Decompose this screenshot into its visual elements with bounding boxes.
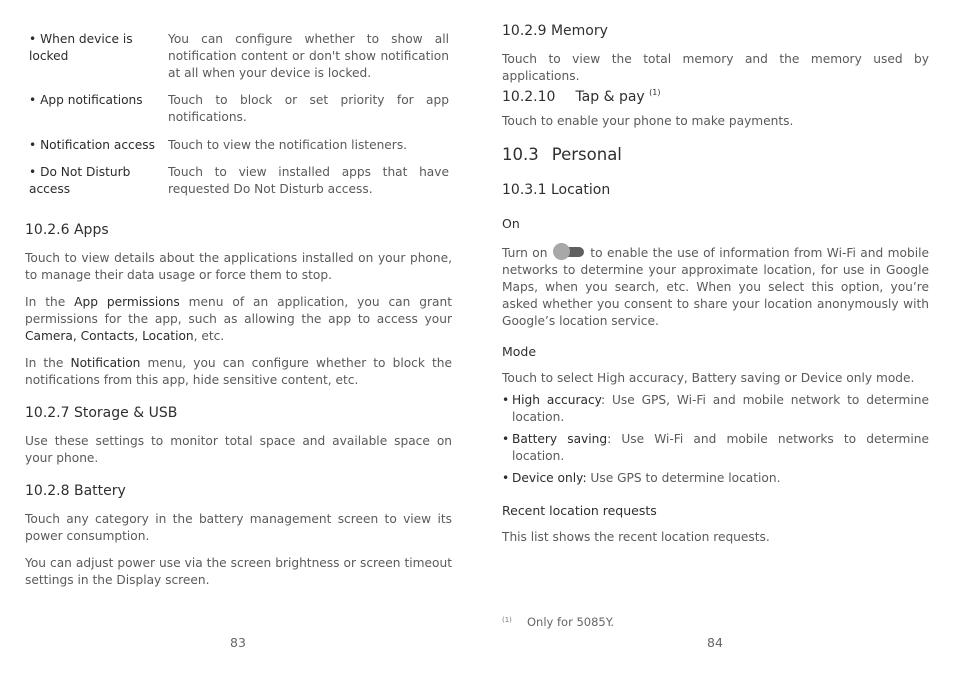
apps-p3-post: menu, you can configure whether to block the notifications from this app, hide sensitive content, etc. (25, 356, 452, 387)
footnote-text: Only for 5085Y. (527, 615, 615, 629)
heading-battery: 10.2.8 Battery (25, 483, 126, 499)
page-number-right: 84 (707, 635, 723, 650)
heading-on: On (502, 216, 520, 231)
def-desc-dnd-access: Touch to view installed apps that have requested Do Not Disturb access. (168, 165, 449, 196)
storage-paragraph-1: Use these settings to monitor total space and available space on your phone. (25, 434, 452, 465)
mode-bullet-high-accuracy: • High accuracy: Use GPS, Wi-Fi and mobile network to determine location. (502, 393, 929, 424)
tap-pay-number: 10.2.10 (502, 89, 556, 105)
apps-p2-bold-permissions: App permissions (74, 295, 180, 309)
def-term-app-notifications: • App notifications (29, 93, 143, 107)
battery-paragraph-1: Touch any category in the battery management screen to view its power consumption. (25, 512, 452, 543)
on-text-post: to enable the use of information from Wi-Fi and mobile networks to determine your approximate location, for use in Google Maps, when you search, etc. When you select this option, you’re asked whether you consent to share your location anonymously with Google’s location service. (502, 246, 929, 328)
on-text-pre: Turn on (502, 246, 552, 260)
bullet-bold-battery-saving: Battery saving (512, 432, 608, 446)
mode-bullet-device-only: • Device only: Use GPS to determine location. (502, 471, 781, 485)
heading-personal (502, 145, 622, 165)
apps-p2-post: , etc. (193, 329, 225, 343)
def-desc-notification-access: Touch to view the notification listeners. (168, 138, 408, 152)
heading-tap-pay (502, 84, 661, 106)
heading-storage: 10.2.7 Storage & USB (25, 405, 178, 421)
personal-number: 10.3 (502, 145, 539, 164)
personal-title: Personal (551, 145, 622, 164)
apps-p2-pre: In the (25, 295, 75, 309)
apps-p2-bold-camera: Camera, Contacts, Location (25, 329, 194, 343)
bullet-bold-high-accuracy: High accuracy (512, 393, 601, 407)
bullet-rest-high-accuracy: : Use GPS, Wi-Fi and mobile network to determine location. (512, 393, 929, 424)
tap-pay-paragraph-1: Touch to enable your phone to make payments. (502, 114, 794, 128)
mode-bullet-battery-saving: • Battery saving: Use Wi-Fi and mobile networks to determine location. (502, 432, 930, 463)
mode-intro: Touch to select High accuracy, Battery saving or Device only mode. (502, 371, 915, 385)
heading-memory: 10.2.9 Memory (502, 23, 608, 39)
tap-pay-title: Tap & pay (575, 89, 645, 105)
location-toggle-icon (553, 243, 585, 260)
battery-paragraph-2: You can adjust power use via the screen brightness or screen timeout settings in the Display screen. (25, 556, 452, 587)
apps-p3-bold-notification: Notification (70, 356, 141, 370)
def-term-notification-access: • Notification access (29, 138, 155, 152)
heading-recent-requests: Recent location requests (502, 503, 657, 518)
bullet-rest-battery-saving: : Use Wi-Fi and mobile networks to determine location. (512, 432, 930, 463)
apps-paragraph-3 (25, 355, 452, 389)
apps-paragraph-1: Touch to view details about the applications installed on your phone, to manage their data usage or force them to stop. (25, 251, 452, 282)
bullet-bold-device-only: Device only: (512, 471, 587, 485)
def-desc-locked: You can configure whether to show all notification content or don't show notification at all when your device is locked. (168, 32, 449, 80)
footnote-mark: (1) (502, 616, 512, 624)
page-number-left: 83 (230, 635, 246, 650)
bullet-rest-device-only: Use GPS to determine location. (586, 471, 781, 485)
apps-p3-pre: In the (25, 356, 71, 370)
right-page (477, 0, 954, 678)
def-term-dnd-access: • Do Not Disturb access (29, 165, 131, 196)
apps-paragraph-2 (25, 294, 452, 345)
memory-paragraph-1: Touch to view the total memory and the memory used by applications. (502, 52, 929, 83)
def-desc-app-notifications: Touch to block or set priority for app notifications. (168, 93, 449, 124)
recent-requests-text: This list shows the recent location requests. (502, 530, 770, 544)
tap-pay-footnote-ref: (1) (649, 88, 661, 97)
location-on-paragraph (502, 243, 929, 330)
apps-p2-mid: menu of an application, you can grant permissions for the app, such as allowing the app to access your (25, 295, 452, 326)
heading-location: 10.3.1 Location (502, 182, 611, 198)
heading-apps: 10.2.6 Apps (25, 222, 109, 238)
def-term-locked: • When device is locked (29, 32, 133, 63)
heading-mode: Mode (502, 344, 537, 359)
